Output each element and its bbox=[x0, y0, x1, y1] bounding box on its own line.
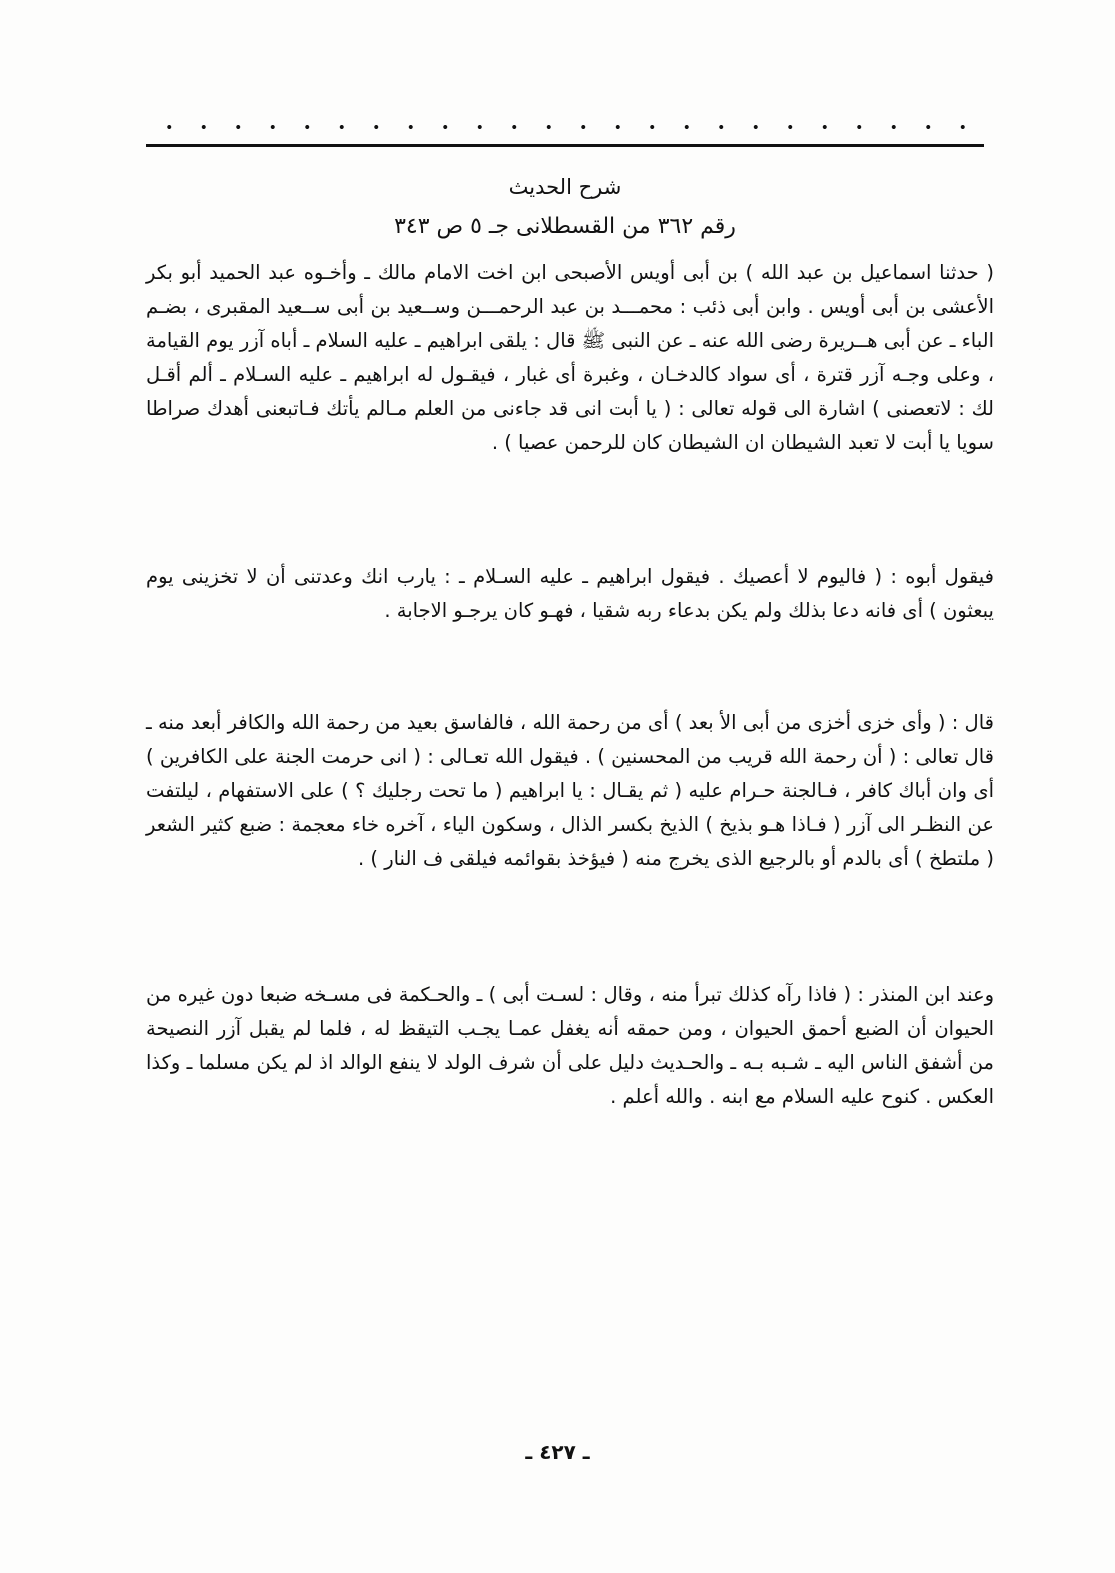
page-number: ـ ٤٢٧ ـ bbox=[525, 1440, 590, 1464]
header-rule bbox=[146, 144, 984, 147]
paragraph-1-text: ( حدثنا اسماعيل بن عبد الله ) بن أبى أويس الأصبحى ابن اخت الامام مالك ـ وأخـوه عبد الحميد أبو بكر الأعشى بن أبى أويس . وابن أبى ذئب : محمـــد بن عبد الرحمـــن وســعيد بن أبى ســعيد المقبرى ، بضـم الباء ـ عن أبى هــريرة رضى الله عنه ـ عن النبى ﷺ قال : يلقى ابراهيم ـ عليه السلام ـ أباه آزر يوم القيامة ، وعلى وجـه آزر قترة ، أى سواد كالدخـان ، وغبرة أى غبار ، فيقـول له ابراهيم ـ عليه السـلام ـ ألم أقـل لك : لاتعصنى ) اشارة الى قوله تعالى : ( يا أبت انى قد جاءنى من العلم مـالم يأتك فـاتبعنى أهدك صراطا سويا يا أبت لا تعبد الشيطان ان الشيطان كان للرحمن عصيا ) . bbox=[146, 261, 994, 454]
paragraph-4 bbox=[146, 978, 994, 1114]
dotted-rule bbox=[152, 120, 982, 134]
paragraph-3 bbox=[146, 706, 994, 876]
paragraph-4-text: وعند ابن المنذر : ( فاذا رآه كذلك تبرأ منه ، وقال : لسـت أبى ) ـ والحـكمة فى مسـخه ضبعا دون غيره من الحيوان أن الضبع أحمق الحيوان ، ومن حمقه أنه يغفل عمـا يجـب التيقظ له ، فلما لم يقبل آزر النصيحة من أشفق الناس اليه ـ شـبه بـه ـ والحـديث دليل على أن شرف الولد لا ينفع الوالد اذ لم يكن مسلما ـ وكذا العكس . كنوح عليه السلام مع ابنه . والله أعلم . bbox=[146, 983, 994, 1108]
paragraph-3-text: قال : ( وأى خزى أخزى من أبى الأ بعد ) أى من رحمة الله ، فالفاسق بعيد من رحمة الله والكافر أبعد منه ـ قال تعالى : ( أن رحمة الله قريب من المحسنين ) . فيقول الله تعـالى : ( انى حرمت الجنة على الكافرين ) أى وان أباك كافر ، فـالجنة حـرام عليه ( ثم يقـال : يا ابراهيم ( ما تحت رجليك ؟ ) على الاستفهام ، ليلتفت عن النظـر الى آزر ( فـاذا هـو بذيخ ) الذيخ بكسر الذال ، وسكون الياء ، آخره خاء معجمة : ضبع كثير الشعر ( ملتطخ ) أى بالدم أو بالرجيع الذى يخرج منه ( فيؤخذ بقوائمه فيلقى ف النار ) . bbox=[146, 711, 994, 870]
paragraph-2 bbox=[146, 560, 994, 628]
paragraph-2-text: فيقول أبوه : ( فاليوم لا أعصيك . فيقول ابراهيم ـ عليه السـلام ـ : يارب انك وعدتنى أن لا تخزينى يوم يبعثون ) أى فانه دعا بذلك ولم يكن بدعاء ربه شقيا ، فهـو كان يرجـو الاجابة . bbox=[146, 565, 994, 622]
paragraph-1 bbox=[146, 256, 994, 460]
page-title: شرح الحديث bbox=[508, 175, 622, 199]
source-reference: رقم ٣٦٢ من القسطلانى جـ ٥ ص ٣٤٣ bbox=[394, 214, 736, 239]
